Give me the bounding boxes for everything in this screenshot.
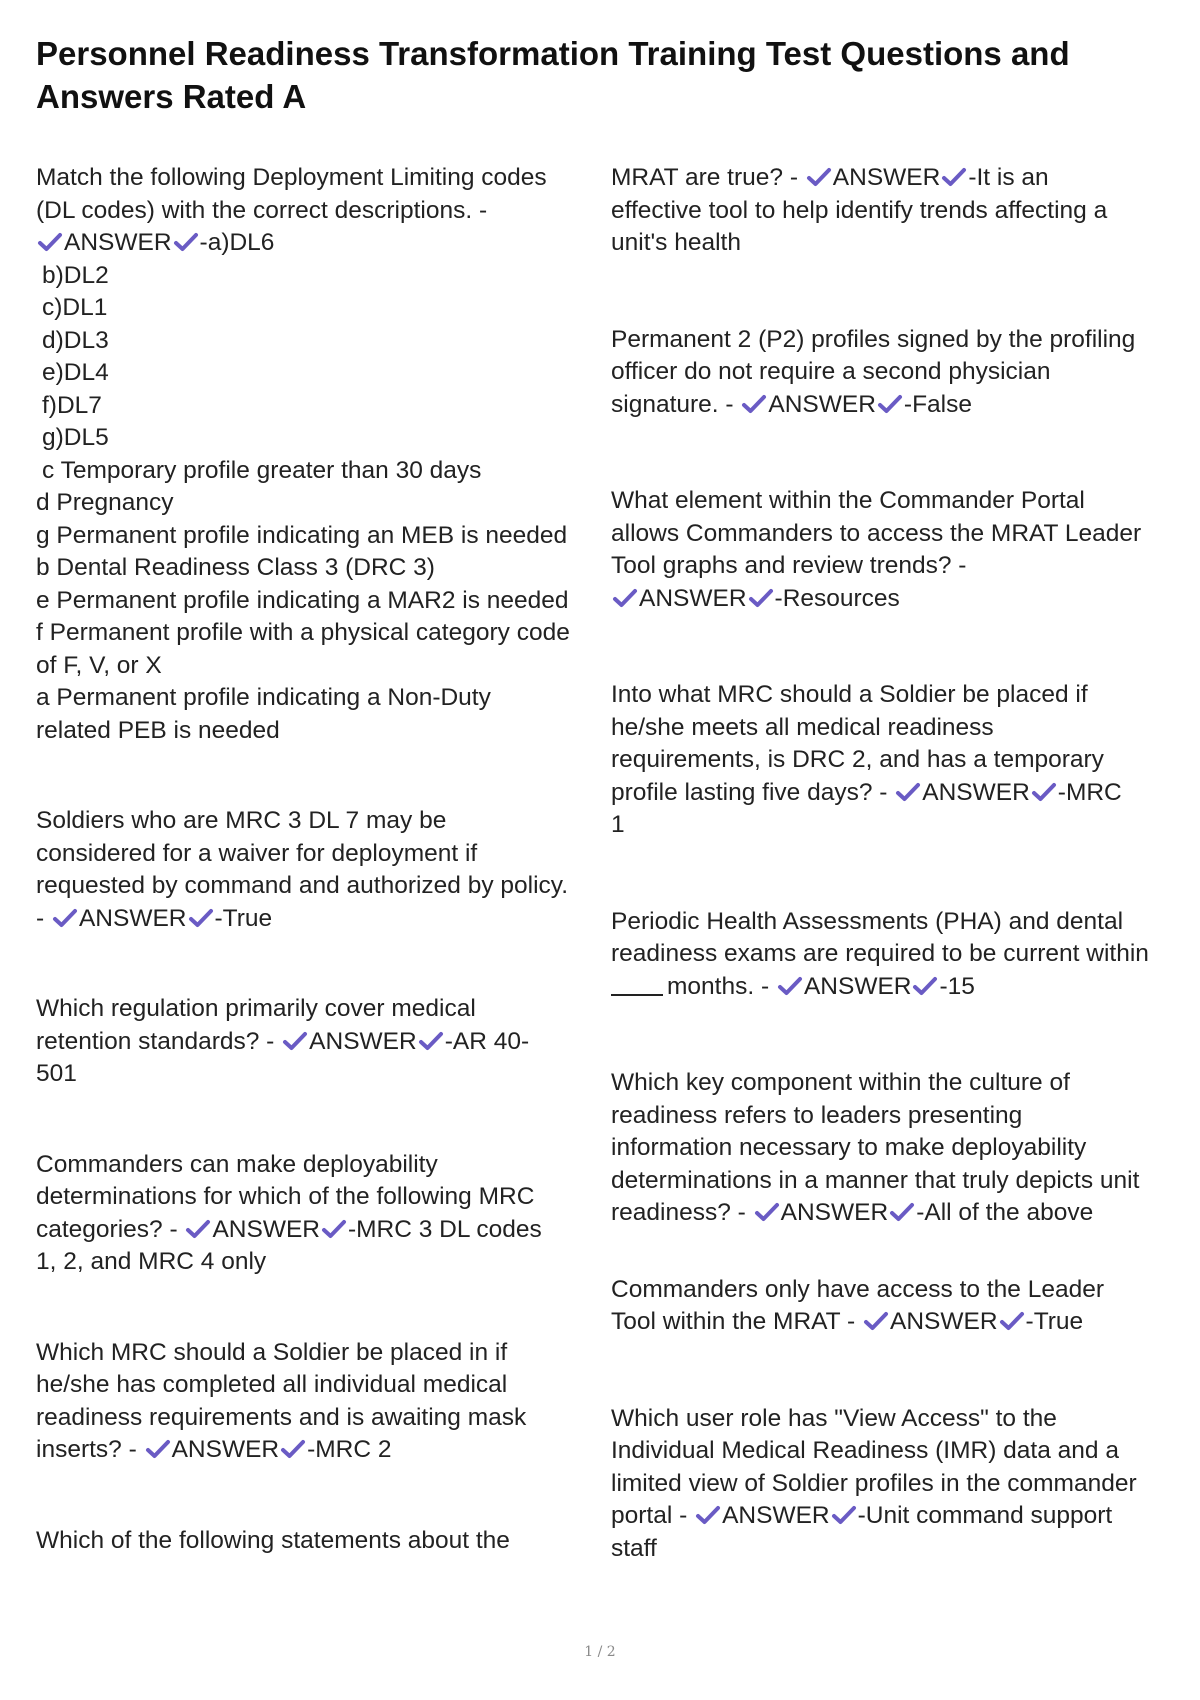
answer-label: ANSWER bbox=[768, 390, 876, 418]
checkmark-icon bbox=[145, 1438, 171, 1460]
answer-text: -MRC 3 DL codes bbox=[347, 1215, 542, 1243]
question-line: Which regulation primarily cover medical bbox=[36, 995, 476, 1022]
answer-text: -AR 40- bbox=[444, 1027, 530, 1055]
question-prefix: Tool within the MRAT - bbox=[611, 1308, 862, 1335]
question-line: officer do not require a second physician bbox=[611, 358, 1051, 385]
checkmark-icon bbox=[863, 1310, 889, 1332]
answer-label: ANSWER bbox=[922, 778, 1030, 806]
answer-line bbox=[611, 1500, 1176, 1533]
qa-item-mrat-true bbox=[611, 162, 1176, 260]
question-prefix: categories? - bbox=[36, 1215, 185, 1243]
qa-item-mrc-drc2 bbox=[611, 679, 1176, 842]
question-line: (DL codes) with the correct descriptions. - bbox=[36, 196, 488, 224]
left-column bbox=[36, 162, 596, 1629]
answer-text: -All of the above bbox=[916, 1199, 1094, 1226]
qa-item-mask-inserts bbox=[36, 1337, 596, 1467]
answer-line: effective tool to help identify trends affecting a bbox=[611, 196, 1108, 224]
question-prefix: portal - bbox=[611, 1502, 695, 1529]
checkmark-icon bbox=[741, 393, 767, 415]
question-prefix: inserts? - bbox=[36, 1436, 144, 1463]
question-line: Into what MRC should a Soldier be placed if bbox=[611, 681, 1088, 708]
answer-line: b)DL2 bbox=[42, 261, 109, 289]
question-prefix: - bbox=[36, 904, 51, 932]
checkmark-icon bbox=[777, 975, 803, 997]
page-title: Personnel Readiness Transformation Training Test Questions and Answers Rated A bbox=[36, 35, 1070, 115]
answer-text: -True bbox=[214, 904, 273, 932]
answer-line: c)DL1 bbox=[42, 294, 108, 321]
checkmark-icon bbox=[173, 231, 199, 253]
answer-line: e Permanent profile indicating a MAR2 is needed bbox=[36, 586, 569, 614]
answer-line bbox=[611, 389, 1176, 422]
answer-line bbox=[611, 583, 1176, 616]
qa-item-mrc3-waiver bbox=[36, 805, 596, 935]
question-line: Which key component within the culture of bbox=[611, 1069, 1070, 1096]
answer-text: -It is an bbox=[968, 164, 1049, 191]
checkmark-icon bbox=[806, 166, 832, 188]
answer-text: -False bbox=[903, 390, 972, 418]
answer-line: 1, 2, and MRC 4 only bbox=[36, 1248, 267, 1275]
answer-line: b Dental Readiness Class 3 (DRC 3) bbox=[36, 554, 435, 581]
checkmark-icon bbox=[941, 166, 967, 188]
answer-line bbox=[611, 777, 1176, 810]
question-line: Permanent 2 (P2) profiles signed by the profiling bbox=[611, 325, 1136, 353]
checkmark-icon bbox=[418, 1030, 444, 1052]
checkmark-icon bbox=[37, 231, 63, 253]
question-line: requested by command and authorized by policy. bbox=[36, 872, 569, 899]
qa-item-dl-codes bbox=[36, 162, 596, 747]
question-line: determinations in a manner that truly depicts unit bbox=[611, 1166, 1140, 1194]
question-line: Soldiers who are MRC 3 DL 7 may be bbox=[36, 807, 447, 834]
checkmark-icon bbox=[282, 1030, 308, 1052]
question-line: readiness requirements and is awaiting mask bbox=[36, 1403, 527, 1431]
question-line: Commanders only have access to the Leader bbox=[611, 1275, 1104, 1303]
answer-label: ANSWER bbox=[803, 972, 912, 1000]
answer-line bbox=[36, 227, 596, 260]
answer-text: -MRC bbox=[1057, 778, 1122, 806]
answer-line: d Pregnancy bbox=[36, 489, 174, 516]
answer-label: ANSWER bbox=[639, 584, 747, 612]
question-line: Periodic Health Assessments (PHA) and dental bbox=[611, 907, 1124, 935]
answer-line: g Permanent profile indicating an MEB is needed bbox=[36, 521, 568, 549]
answer-line bbox=[36, 1214, 596, 1247]
answer-label: ANSWER bbox=[64, 229, 172, 256]
answer-line: f Permanent profile with a physical category code bbox=[36, 619, 570, 646]
right-column bbox=[611, 162, 1176, 1629]
answer-text: -a)DL6 bbox=[199, 229, 275, 256]
qa-item-culture-readiness bbox=[611, 1067, 1176, 1230]
fill-in-blank bbox=[611, 994, 663, 996]
question-line: Tool graphs and review trends? - bbox=[611, 552, 967, 579]
answer-text: -Resources bbox=[774, 584, 900, 612]
answer-line: e)DL4 bbox=[42, 359, 109, 386]
question-line: Commanders can make deployability bbox=[36, 1150, 438, 1178]
checkmark-icon bbox=[612, 587, 638, 609]
answer-label: ANSWER bbox=[171, 1436, 280, 1463]
answer-line: d)DL3 bbox=[42, 326, 109, 354]
checkmark-icon bbox=[1031, 781, 1057, 803]
answer-line: a Permanent profile indicating a Non-Duty bbox=[36, 684, 491, 711]
answer-line bbox=[611, 1306, 1176, 1339]
answer-label: ANSWER bbox=[722, 1502, 830, 1529]
question-prefix: readiness? - bbox=[611, 1199, 753, 1226]
question-line: readiness refers to leaders presenting bbox=[611, 1101, 1023, 1129]
answer-text: -True bbox=[1025, 1308, 1084, 1335]
checkmark-icon bbox=[188, 907, 214, 929]
question-line: Which MRC should a Soldier be placed in if bbox=[36, 1338, 508, 1366]
checkmark-icon bbox=[754, 1201, 780, 1223]
checkmark-icon bbox=[912, 975, 938, 997]
answer-line: g)DL5 bbox=[42, 424, 109, 451]
qa-item-view-access bbox=[611, 1403, 1176, 1566]
qa-item-p2-profiles bbox=[611, 324, 1176, 422]
answer-label: ANSWER bbox=[309, 1027, 417, 1055]
checkmark-icon bbox=[895, 781, 921, 803]
checkmark-icon bbox=[695, 1504, 721, 1526]
qa-item-commander-portal bbox=[611, 485, 1176, 615]
checkmark-icon bbox=[280, 1438, 306, 1460]
answer-label: ANSWER bbox=[889, 1308, 998, 1335]
checkmark-icon bbox=[889, 1201, 915, 1223]
answer-line bbox=[611, 162, 1176, 195]
question-prefix: profile lasting five days? - bbox=[611, 778, 895, 806]
checkmark-icon bbox=[999, 1310, 1025, 1332]
answer-line: 501 bbox=[36, 1060, 77, 1087]
question-prefix: MRAT are true? - bbox=[611, 164, 805, 191]
question-line: allows Commanders to access the MRAT Leader bbox=[611, 519, 1142, 547]
answer-label: ANSWER bbox=[780, 1199, 889, 1226]
question-line: Match the following Deployment Limiting codes bbox=[36, 164, 547, 191]
question-line: Individual Medical Readiness (IMR) data and a bbox=[611, 1437, 1119, 1464]
qa-item-pha bbox=[611, 906, 1176, 1004]
question-line: information necessary to make deployability bbox=[611, 1134, 1087, 1161]
answer-line: 1 bbox=[611, 811, 625, 838]
answer-label: ANSWER bbox=[212, 1215, 320, 1243]
checkmark-icon bbox=[831, 1504, 857, 1526]
checkmark-icon bbox=[185, 1218, 211, 1240]
answer-label: ANSWER bbox=[832, 164, 941, 191]
question-prefix: months. - bbox=[667, 972, 776, 1000]
qa-item-leader-tool bbox=[611, 1274, 1176, 1339]
answer-line: c Temporary profile greater than 30 days bbox=[42, 456, 482, 484]
question-line: requirements, is DRC 2, and has a temporary bbox=[611, 746, 1104, 773]
answer-line: unit's health bbox=[611, 229, 741, 256]
page-number: 1 / 2 bbox=[584, 1644, 616, 1660]
qa-item-deployability bbox=[36, 1149, 596, 1279]
checkmark-icon bbox=[748, 587, 774, 609]
answer-line bbox=[36, 1026, 596, 1059]
answer-line bbox=[611, 971, 1176, 1004]
question-prefix: retention standards? - bbox=[36, 1027, 282, 1055]
answer-text: -Unit command support bbox=[857, 1502, 1113, 1529]
answer-line: staff bbox=[611, 1534, 657, 1562]
answer-text: -15 bbox=[939, 972, 975, 1000]
qa-columns bbox=[36, 162, 1176, 1629]
question-line: What element within the Commander Portal bbox=[611, 487, 1085, 514]
answer-line bbox=[36, 903, 596, 936]
checkmark-icon bbox=[52, 907, 78, 929]
checkmark-icon bbox=[321, 1218, 347, 1240]
answer-label: ANSWER bbox=[78, 904, 187, 932]
qa-item-mrat-statements bbox=[36, 1525, 596, 1558]
answer-line: f)DL7 bbox=[42, 391, 102, 419]
answer-line bbox=[36, 1434, 596, 1467]
question-line: considered for a waiver for deployment if bbox=[36, 839, 478, 867]
question-line: limited view of Soldier profiles in the commander bbox=[611, 1469, 1137, 1497]
checkmark-icon bbox=[877, 393, 903, 415]
question-prefix: signature. - bbox=[611, 390, 741, 418]
answer-line: of F, V, or X bbox=[36, 651, 162, 679]
question-line: readiness exams are required to be current within bbox=[611, 940, 1149, 967]
answer-line: related PEB is needed bbox=[36, 716, 280, 744]
question-line: Which user role has "View Access" to the bbox=[611, 1404, 1057, 1432]
answer-text: -MRC 2 bbox=[307, 1436, 392, 1463]
question-line: Which of the following statements about the bbox=[36, 1526, 510, 1554]
question-line: determinations for which of the following MRC bbox=[36, 1183, 535, 1210]
answer-line bbox=[611, 1197, 1176, 1230]
qa-item-regulation bbox=[36, 993, 596, 1091]
question-line: he/she has completed all individual medical bbox=[36, 1371, 508, 1398]
question-line: he/she meets all medical readiness bbox=[611, 713, 994, 741]
